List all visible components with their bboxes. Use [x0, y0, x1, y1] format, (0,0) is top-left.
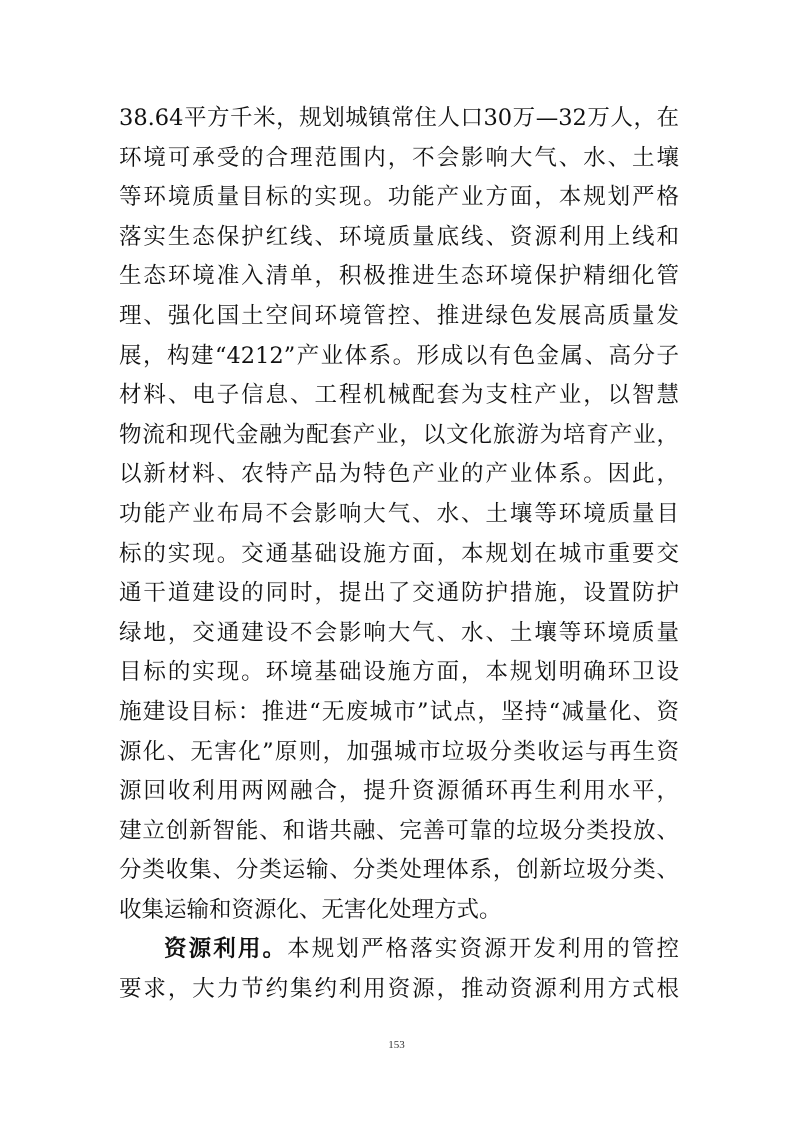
text-line: 展，构建“4212”产业体系。形成以有色金属、高分子: [119, 342, 679, 369]
text-line: 标的实现。交通基础设施方面，本规划在城市重要交: [119, 540, 679, 567]
text-line: 要求，大力节约集约利用资源，推动资源利用方式根: [119, 976, 679, 1003]
text-line: 收集运输和资源化、无害化处理方式。: [119, 896, 502, 923]
text-line: 源回收利用两网融合，提升资源循环再生利用水平，: [119, 778, 679, 805]
text-line: 材料、电子信息、工程机械配套为支柱产业，以智慧: [119, 382, 679, 409]
paragraph-first-line: [119, 930, 679, 970]
text-line: 通干道建设的同时，提出了交通防护措施，设置防护: [119, 580, 679, 607]
text-line: 以新材料、农特产品为特色产业的产业体系。因此，: [119, 461, 679, 488]
page-number: 153: [388, 1039, 405, 1051]
text-line: 落实生态保护红线、环境质量底线、资源利用上线和: [119, 223, 679, 250]
text-line: 等环境质量目标的实现。功能产业方面，本规划严格: [119, 184, 679, 211]
body-text: [119, 99, 679, 1010]
text-line: 生态环境准入清单，积极推进生态环境保护精细化管: [119, 263, 679, 290]
text-line: 理、强化国土空间环境管控、推进绿色发展高质量发: [119, 302, 679, 329]
text-line: 功能产业布局不会影响大气、水、土壤等环境质量目: [119, 500, 679, 527]
paragraph-heading: 资源利用。: [164, 936, 288, 963]
text-line: 环境可承受的合理范围内，不会影响大气、水、土壤: [119, 144, 679, 171]
text-line: 建立创新智能、和谐共融、完善可靠的垃圾分类投放、: [119, 817, 679, 844]
text-line: 施建设目标：推进“无废城市”试点，坚持“减量化、资: [119, 698, 679, 725]
text-line: 目标的实现。环境基础设施方面，本规划明确环卫设: [119, 659, 679, 686]
text-line: 38.64平方千米，规划城镇常住人口30万—32万人，在: [119, 105, 679, 131]
text-line: 绿地，交通建设不会影响大气、水、土壤等环境质量: [119, 619, 679, 646]
text-line: 物流和现代金融为配套产业，以文化旅游为培育产业，: [119, 421, 679, 448]
text-line: 源化、无害化”原则，加强城市垃圾分类收运与再生资: [119, 738, 679, 765]
text-line: 分类收集、分类运输、分类处理体系，创新垃圾分类、: [119, 857, 679, 884]
text-run: 本规划严格落实资源开发利用的管控: [287, 936, 679, 963]
